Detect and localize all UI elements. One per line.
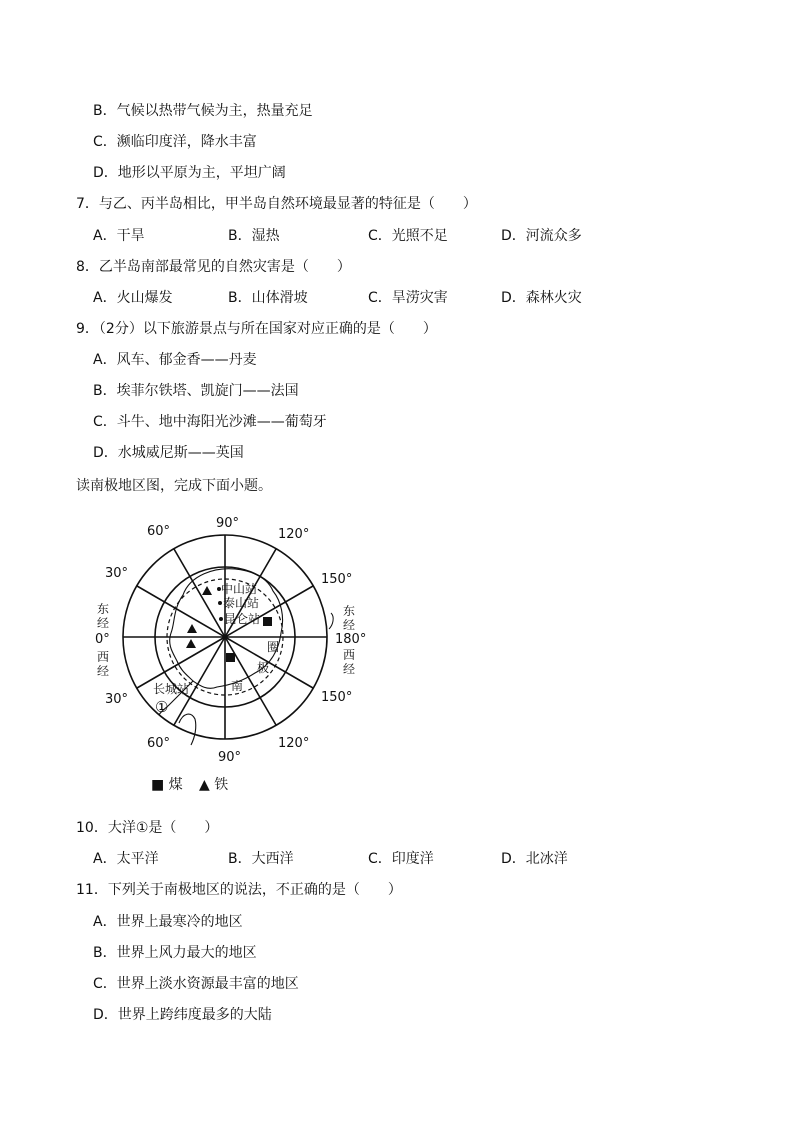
q7-option-d: D．河流众多 bbox=[501, 228, 582, 244]
station-zhongshan-label: 中山站 bbox=[221, 582, 258, 596]
label-east-left-2: 经 bbox=[97, 616, 110, 630]
q6-option-c: C．濒临印度洋，降水丰富 bbox=[93, 134, 257, 150]
q10-option-d: D．北冰洋 bbox=[501, 851, 568, 867]
meridian-lines bbox=[123, 535, 327, 739]
q9-option-b: B．埃菲尔铁塔、凯旋门——法国 bbox=[93, 383, 299, 399]
island-outline bbox=[329, 613, 333, 629]
label-180: 180° bbox=[335, 632, 367, 647]
label-west-left-1: 西 bbox=[97, 650, 110, 664]
q8-option-b: B．山体滑坡 bbox=[228, 290, 308, 306]
coal-icon bbox=[226, 653, 235, 662]
circle-label-quan: 圈 bbox=[267, 640, 280, 654]
q8-option-d: D．森林火灾 bbox=[501, 290, 582, 306]
station-kunlun-label: 昆仑站 bbox=[224, 612, 261, 626]
q11-stem: 11．下列关于南极地区的说法，不正确的是（ ） bbox=[76, 882, 402, 898]
q8-option-c: C．旱涝灾害 bbox=[368, 290, 448, 306]
label-90-bottom: 90° bbox=[218, 750, 242, 765]
ocean-marker-1: ① bbox=[155, 698, 169, 716]
label-150-right: 150° bbox=[321, 572, 353, 587]
label-0: 0° bbox=[95, 632, 110, 647]
label-120-bottom-right: 120° bbox=[278, 736, 310, 751]
station-kunlun-dot bbox=[219, 617, 223, 621]
q7-stem: 7．与乙、丙半岛相比，甲半岛自然环境最显著的特征是（ ） bbox=[76, 196, 477, 212]
q8-stem: 8．乙半岛南部最常见的自然灾害是（ ） bbox=[76, 259, 351, 275]
label-90-top: 90° bbox=[216, 516, 240, 531]
circle-label-nan: 南 bbox=[231, 679, 244, 693]
antarctic-map bbox=[95, 505, 385, 805]
iron-icon bbox=[202, 586, 212, 595]
q10-stem: 10．大洋①是（ ） bbox=[76, 820, 219, 836]
q9-option-c: C．斗牛、地中海阳光沙滩——葡萄牙 bbox=[93, 414, 327, 430]
label-60-bottom-left: 60° bbox=[147, 736, 171, 751]
map-intro: 读南极地区图，完成下面小题。 bbox=[76, 478, 272, 494]
label-30-left-bottom: 30° bbox=[105, 692, 129, 707]
q7-option-a: A．干旱 bbox=[93, 228, 145, 244]
q10-option-b: B．大西洋 bbox=[228, 851, 294, 867]
q10-option-c: C．印度洋 bbox=[368, 851, 434, 867]
q6-option-d: D．地形以平原为主，平坦广阔 bbox=[93, 165, 286, 181]
station-changcheng-label: 长城站 bbox=[153, 682, 190, 696]
q6-option-b: B．气候以热带气候为主，热量充足 bbox=[93, 103, 313, 119]
q8-option-a: A．火山爆发 bbox=[93, 290, 173, 306]
q11-option-c: C．世界上淡水资源最丰富的地区 bbox=[93, 976, 299, 992]
q9-option-d: D．水城威尼斯——英国 bbox=[93, 445, 244, 461]
station-taishan-label: 泰山站 bbox=[223, 596, 260, 610]
label-west-left-2: 经 bbox=[97, 664, 110, 678]
label-30-left-top: 30° bbox=[105, 566, 129, 581]
q7-option-b: B．湿热 bbox=[228, 228, 280, 244]
label-150-bottom-right: 150° bbox=[321, 690, 353, 705]
iron-icon bbox=[186, 639, 196, 648]
coal-icon bbox=[263, 617, 272, 626]
station-taishan-dot bbox=[218, 601, 222, 605]
q11-option-d: D．世界上跨纬度最多的大陆 bbox=[93, 1007, 272, 1023]
q11-option-b: B．世界上风力最大的地区 bbox=[93, 945, 257, 961]
q7-option-c: C．光照不足 bbox=[368, 228, 448, 244]
label-east-left-1: 东 bbox=[97, 602, 110, 616]
q9-option-a: A．风车、郁金香——丹麦 bbox=[93, 352, 257, 368]
label-west-right-2: 经 bbox=[343, 662, 356, 676]
legend-coal: ■ 煤 bbox=[151, 777, 183, 793]
q11-option-a: A．世界上最寒冷的地区 bbox=[93, 914, 243, 930]
label-east-right-1: 东 bbox=[343, 604, 356, 618]
q9-stem: 9．（2分）以下旅游景点与所在国家对应正确的是（ ） bbox=[76, 321, 437, 337]
q10-option-a: A．太平洋 bbox=[93, 851, 159, 867]
label-60-top-left: 60° bbox=[147, 524, 171, 539]
circle-label-ji: 极 bbox=[257, 661, 270, 675]
legend-iron: ▲ 铁 bbox=[199, 777, 229, 793]
label-east-right-2: 经 bbox=[343, 618, 356, 632]
label-west-right-1: 西 bbox=[343, 648, 356, 662]
iron-icon bbox=[187, 624, 197, 633]
label-120-top-right: 120° bbox=[278, 527, 310, 542]
